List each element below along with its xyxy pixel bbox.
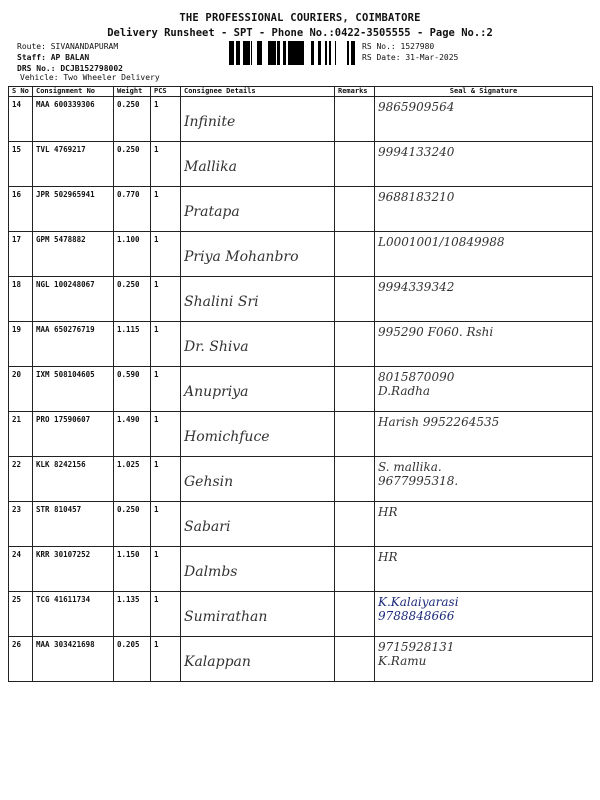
remarks-cell xyxy=(335,457,375,502)
consignee-signature: Gehsin xyxy=(184,474,234,490)
sno-cell: 24 xyxy=(9,547,33,592)
consignee-signature: Sabari xyxy=(184,519,231,535)
pcs-cell: 1 xyxy=(151,502,181,547)
document-title: THE PROFESSIONAL COURIERS, COIMBATORE xyxy=(179,12,421,24)
consignment-no-cell: MAA 303421698 xyxy=(33,637,114,682)
pcs-cell: 1 xyxy=(151,232,181,277)
barcode-bar xyxy=(296,41,297,65)
barcode-bar xyxy=(335,41,336,65)
barcode-bar xyxy=(311,41,314,65)
seal-handwriting: HR xyxy=(378,505,398,519)
seal-handwriting: 9865909564 xyxy=(378,100,455,114)
pcs-cell: 1 xyxy=(151,457,181,502)
remarks-cell xyxy=(335,97,375,142)
consignee-details-cell xyxy=(181,592,335,637)
runsheet-table xyxy=(8,86,593,682)
remarks-cell xyxy=(335,322,375,367)
seal-signature-cell xyxy=(375,637,593,682)
sno-cell: 14 xyxy=(9,97,33,142)
barcode-bar xyxy=(243,41,245,65)
col-consignment-no: Consignment No xyxy=(33,87,114,97)
weight-cell: 0.590 xyxy=(114,367,151,412)
consignee-details-cell xyxy=(181,367,335,412)
consignee-signature: Dr. Shiva xyxy=(184,339,249,355)
col-seal-signature: Seal & Signature xyxy=(375,87,593,97)
consignment-no-cell: JPR 502965941 xyxy=(33,187,114,232)
weight-cell: 1.100 xyxy=(114,232,151,277)
barcode-bar xyxy=(273,41,276,65)
seal-handwriting: 9688183210 xyxy=(378,190,455,204)
col-sno: S No xyxy=(9,87,33,97)
remarks-cell xyxy=(335,187,375,232)
sno-cell: 22 xyxy=(9,457,33,502)
sno-cell: 17 xyxy=(9,232,33,277)
seal-handwriting-line2: K.Ramu xyxy=(378,654,427,668)
barcode-bar xyxy=(231,41,233,65)
pcs-cell: 1 xyxy=(151,592,181,637)
pcs-cell: 1 xyxy=(151,547,181,592)
seal-signature-cell xyxy=(375,502,593,547)
col-pcs: PCS xyxy=(151,87,181,97)
barcode-bar xyxy=(239,41,240,65)
seal-handwriting: HR xyxy=(378,550,398,564)
consignee-signature: Shalini Sri xyxy=(184,294,259,310)
consignee-details-cell xyxy=(181,187,335,232)
consignment-no-cell: NGL 100248067 xyxy=(33,277,114,322)
route: Route: SIVANANDAPURAM xyxy=(17,42,119,51)
consignee-signature: Sumirathan xyxy=(184,609,268,625)
consignment-no-cell: KLK 8242156 xyxy=(33,457,114,502)
sno-cell: 23 xyxy=(9,502,33,547)
table-row xyxy=(9,277,593,322)
remarks-cell xyxy=(335,412,375,457)
table-row xyxy=(9,637,593,682)
barcode-bar xyxy=(257,41,259,65)
consignee-signature: Dalmbs xyxy=(184,564,238,580)
consignment-no-cell: TCG 41611734 xyxy=(33,592,114,637)
barcode-bar xyxy=(293,41,296,65)
weight-cell: 0.250 xyxy=(114,97,151,142)
barcode-bar xyxy=(302,41,304,65)
seal-handwriting: Harish 9952264535 xyxy=(378,415,500,429)
barcode-bar xyxy=(351,41,352,65)
seal-handwriting: 9994133240 xyxy=(378,145,455,159)
consignee-signature: Pratapa xyxy=(184,204,240,220)
pcs-cell: 1 xyxy=(151,97,181,142)
sno-cell: 19 xyxy=(9,322,33,367)
consignee-signature: Infinite xyxy=(184,114,236,130)
barcode-bar xyxy=(318,41,321,65)
consignment-no-cell: PRO 17590607 xyxy=(33,412,114,457)
barcode-bar xyxy=(268,41,270,65)
barcode xyxy=(229,41,357,65)
weight-cell: 1.150 xyxy=(114,547,151,592)
seal-signature-cell xyxy=(375,187,593,232)
table-row xyxy=(9,142,593,187)
table-row xyxy=(9,592,593,637)
runsheet-info-right xyxy=(362,41,458,63)
sno-cell: 26 xyxy=(9,637,33,682)
consignee-details-cell xyxy=(181,97,335,142)
seal-handwriting: 995290 F060. Rshi xyxy=(378,325,494,339)
barcode-bar xyxy=(283,41,286,65)
seal-signature-cell xyxy=(375,412,593,457)
seal-handwriting-line2: 9788848666 xyxy=(378,609,455,623)
barcode-bar xyxy=(288,41,290,65)
consignment-no-cell: STR 810457 xyxy=(33,502,114,547)
table-row xyxy=(9,322,593,367)
pcs-cell: 1 xyxy=(151,142,181,187)
seal-signature-cell xyxy=(375,547,593,592)
consignee-signature: Priya Mohanbro xyxy=(184,249,299,265)
consignment-no-cell: KRR 30107252 xyxy=(33,547,114,592)
barcode-bar xyxy=(233,41,234,65)
barcode-bar xyxy=(329,41,330,65)
barcode-bar xyxy=(330,41,331,65)
weight-cell: 0.250 xyxy=(114,277,151,322)
col-weight: Weight xyxy=(114,87,151,97)
pcs-cell: 1 xyxy=(151,277,181,322)
sno-cell: 16 xyxy=(9,187,33,232)
barcode-bar xyxy=(245,41,248,65)
remarks-cell xyxy=(335,592,375,637)
weight-cell: 1.115 xyxy=(114,322,151,367)
consignee-signature: Anupriya xyxy=(184,384,249,400)
table-row xyxy=(9,187,593,232)
document-subtitle: Delivery Runsheet - SPT - Phone No.:0422-3505555 - Page No.:2 xyxy=(107,27,493,39)
sno-cell: 25 xyxy=(9,592,33,637)
rs-number: RS No.: 1527980 xyxy=(362,42,435,51)
table-row xyxy=(9,502,593,547)
weight-cell: 1.490 xyxy=(114,412,151,457)
weight-cell: 0.770 xyxy=(114,187,151,232)
consignee-details-cell xyxy=(181,232,335,277)
weight-cell: 1.025 xyxy=(114,457,151,502)
pcs-cell: 1 xyxy=(151,637,181,682)
barcode-bar xyxy=(236,41,239,65)
table-row xyxy=(9,457,593,502)
consignee-details-cell xyxy=(181,322,335,367)
sno-cell: 18 xyxy=(9,277,33,322)
pcs-cell: 1 xyxy=(151,322,181,367)
table-row xyxy=(9,412,593,457)
barcode-bar xyxy=(347,41,349,65)
sno-cell: 20 xyxy=(9,367,33,412)
sno-cell: 21 xyxy=(9,412,33,457)
consignment-no-cell: GPM 5478882 xyxy=(33,232,114,277)
barcode-bar xyxy=(277,41,280,65)
pcs-cell: 1 xyxy=(151,412,181,457)
consignment-no-cell: MAA 600339306 xyxy=(33,97,114,142)
remarks-cell xyxy=(335,232,375,277)
seal-handwriting-line2: 9677995318. xyxy=(378,474,459,488)
barcode-bar xyxy=(352,41,355,65)
seal-signature-cell xyxy=(375,322,593,367)
staff: Staff: AP BALAN xyxy=(17,53,90,62)
barcode-bar xyxy=(270,41,273,65)
consignee-signature: Kalappan xyxy=(184,654,251,670)
remarks-cell xyxy=(335,502,375,547)
barcode-bar xyxy=(251,41,252,65)
seal-signature-cell xyxy=(375,97,593,142)
runsheet-info-left xyxy=(17,41,123,74)
sno-cell: 15 xyxy=(9,142,33,187)
remarks-cell xyxy=(335,142,375,187)
consignment-no-cell: TVL 4769217 xyxy=(33,142,114,187)
weight-cell: 0.250 xyxy=(114,502,151,547)
consignment-no-cell: IXM 508104605 xyxy=(33,367,114,412)
barcode-bar xyxy=(229,41,231,65)
weight-cell: 0.205 xyxy=(114,637,151,682)
seal-handwriting: 9994339342 xyxy=(378,280,455,294)
barcode-bar xyxy=(260,41,262,65)
col-remarks: Remarks xyxy=(335,87,375,97)
col-consignee-details: Consignee Details xyxy=(181,87,335,97)
consignment-no-cell: MAA 650276719 xyxy=(33,322,114,367)
table-row xyxy=(9,232,593,277)
barcode-bar xyxy=(297,41,300,65)
drs-number: DRS No.: DCJB152798002 xyxy=(17,64,123,73)
rs-date: RS Date: 31-Mar-2025 xyxy=(362,53,459,62)
seal-handwriting: K.Kalaiyarasi xyxy=(378,595,459,609)
seal-signature-cell xyxy=(375,592,593,637)
seal-signature-cell xyxy=(375,232,593,277)
consignee-details-cell xyxy=(181,547,335,592)
consignee-details-cell xyxy=(181,637,335,682)
seal-handwriting: 8015870090 xyxy=(378,370,455,384)
consignee-signature: Mallika xyxy=(184,159,237,175)
barcode-bar xyxy=(325,41,327,65)
consignee-details-cell xyxy=(181,412,335,457)
seal-handwriting: L0001001/10849988 xyxy=(378,235,505,249)
table-row xyxy=(9,547,593,592)
consignee-details-cell xyxy=(181,277,335,322)
barcode-bar xyxy=(248,41,250,65)
seal-signature-cell xyxy=(375,277,593,322)
table-header-row xyxy=(9,87,593,97)
consignee-details-cell xyxy=(181,502,335,547)
barcode-bar xyxy=(290,41,293,65)
seal-handwriting-line2: D.Radha xyxy=(378,384,431,398)
consignee-signature: Homichfuce xyxy=(184,429,270,445)
seal-handwriting: S. mallika. xyxy=(378,460,442,474)
barcode-bar xyxy=(259,41,260,65)
table-row xyxy=(9,97,593,142)
pcs-cell: 1 xyxy=(151,187,181,232)
consignee-details-cell xyxy=(181,457,335,502)
remarks-cell xyxy=(335,367,375,412)
seal-signature-cell xyxy=(375,142,593,187)
remarks-cell xyxy=(335,277,375,322)
seal-signature-cell xyxy=(375,457,593,502)
seal-handwriting: 9715928131 xyxy=(378,640,455,654)
seal-signature-cell xyxy=(375,367,593,412)
consignee-details-cell xyxy=(181,142,335,187)
remarks-cell xyxy=(335,637,375,682)
vehicle: Vehicle: Two Wheeler Delivery xyxy=(20,73,160,82)
weight-cell: 0.250 xyxy=(114,142,151,187)
barcode-bar xyxy=(300,41,302,65)
table-row xyxy=(9,367,593,412)
remarks-cell xyxy=(335,547,375,592)
pcs-cell: 1 xyxy=(151,367,181,412)
weight-cell: 1.135 xyxy=(114,592,151,637)
